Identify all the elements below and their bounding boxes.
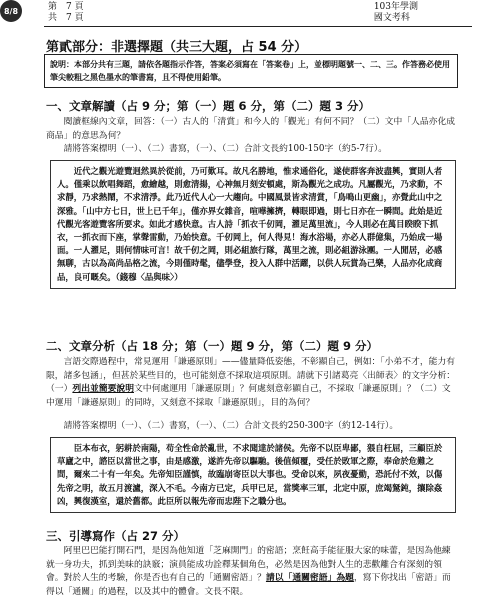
header-divider (44, 26, 472, 27)
exam-subject: 國文考科 (373, 13, 410, 23)
q2-prompt-part-a: 言語交際過程中，常見運用「謙遜原則」——儘量降低姿態，不彰顯自己，例如：「小弟不才，能力有限，諸多包涵」，但甚於某些目的，也可能刻意不採取這項原則。請就下引諸葛亮〈出師表〉的文字分析：（一） (46, 357, 456, 394)
q1-passage: 近代之觀光遊覽迥然異於從前，乃可歎耳。故凡名勝地，惟求通俗化，遂使群客奔波盡興，實則人者人。僅乘以飲唱舞蹈，愈繪越，則愈清揚，心神無月刻安頓處，斯為觀光之成功。凡屬觀光，乃求動，不求靜，乃求熱鬧，不求清淨。此乃近代人心一大趨向。中國風景皆求清賞，「鳥鳴山更幽」，亦覺此山中之深雅。「山中方七日，世上已千年」，僅亦界女雜音，喧嘩擁擠，轉眼即過，則七日亦在一瞬間。此始是近代觀光客遊覽客所要求。如此才感快意。古人詩「抓衣千仞岡，濯足萬里流」，今人則必在萬目睽睽下抓衣，一抓衣而下座，掌聲雷動，乃始快意。千仞岡上，何人得見！海水浴場，亦必人群億集，乃始成一場面。一人濯足，則何情味可言！故千仞之岡，則必組旅行隊，萬里之流，則必組游泳團。一人閒居，必感無聊，古以為高尚品格之流，今則僅時髦，儘學登，投入人群中活躍，以供人玩賞為己樂，人品亦化成商品，良可嘅矣。（錢穆〈品與味〉） (57, 166, 443, 282)
q1-length-note: 請將答案標明（一）、（二）書寫，（一）、（二）合計文長約100-150字（約5-7行）。 (63, 144, 388, 154)
q2-prompt-part-b: 文中何處運用「謙遜原則」？何處刻意彰顯自己，不採取「謙遜原則」？（二）文中運用「謙遜原則」的同時，又刻意不採取「謙遜原則」，目的為何？ (46, 384, 451, 408)
instructions-box: 說明：本部分共有三題，請依各題指示作答，答案必須寫在「答案卷」上，並標明題號一、二、三。作答務必使用筆尖較粗之黑色墨水的筆書寫，且不得使用鉛筆。 (44, 54, 458, 88)
q3-body (46, 545, 458, 599)
exam-year: 103年學測 (373, 2, 418, 12)
page-badge: 8/8 (0, 0, 22, 22)
q2-length-note: 請將答案標明（一）、（二）書寫，（一）、（二）合計文長約250-300字（約12-14行）。 (63, 421, 399, 431)
page-total: 共 7 頁 (48, 13, 84, 23)
q2-passage: 臣本布衣，躬耕於南陽，苟全性命於亂世，不求聞達於諸侯。先帝不以臣卑鄙，猥自枉屈，三顧臣於草廬之中，諮臣以當世之事，由是感激，遂許先帝以驅馳。後值傾覆，受任於敗軍之際，奉命於危難之間，爾來二十有一年矣。先帝知臣謹慎，故臨崩寄臣以大事也。受命以來，夙夜憂勤，恐託付不效，以傷先帝之明，故五月渡瀘，深入不毛。今南方已定，兵甲已足，當獎率三軍，北定中原，庶竭駑鈍，攘除姦凶，興復漢室，還於舊都。此臣所以報先帝而忠陛下之職分也。 (57, 443, 443, 506)
part-title: 第貳部分：非選擇題（共三大題，占 54 分） (46, 40, 308, 55)
q1-passage-box (50, 160, 456, 289)
q1-prompt: 閱讀框線內文章，回答：（一）古人的「清賞」和今人的「觀光」有何不同？（二）文中「人品亦化成商品」的意思為何？ (46, 117, 456, 141)
header-exam-info (374, 2, 418, 24)
q2-prompt (46, 356, 458, 410)
q2-prompt-underlined: 列出並簡要說明 (72, 384, 134, 394)
q3-body-part-a: 阿里巴巴能打開石門，是因為他知道「芝麻開門」的密語；烹飪高手能征服大家的味蕾，是因為他練就一身功夫，抓到美味的訣竅；演員能成功詮釋某個角色，必然是因為他對人生的悲歡離合有深刻的領會。對於人生的考驗，你是否也有自己的「通關密語」？ (46, 546, 451, 583)
q3-body-part-b: ，寫下你找出「密語」而得以「通關」的過程，以及其中的體會。文長不限。 (46, 573, 451, 597)
q2-title: 二、文章分析（占 18 分；第（一）題 9 分，第（二）題 9 分） (46, 339, 379, 353)
q2-passage-box (50, 437, 456, 513)
header-page-info (48, 2, 84, 24)
q3-title: 三、引導寫作（占 27 分） (46, 529, 186, 543)
q1-title: 一、文章解讀（占 9 分；第（一）題 6 分，第（二）題 3 分） (46, 99, 371, 113)
q3-body-underlined: 請以「通關密語」為題 (265, 573, 354, 583)
page-number: 第 7 頁 (48, 2, 84, 12)
